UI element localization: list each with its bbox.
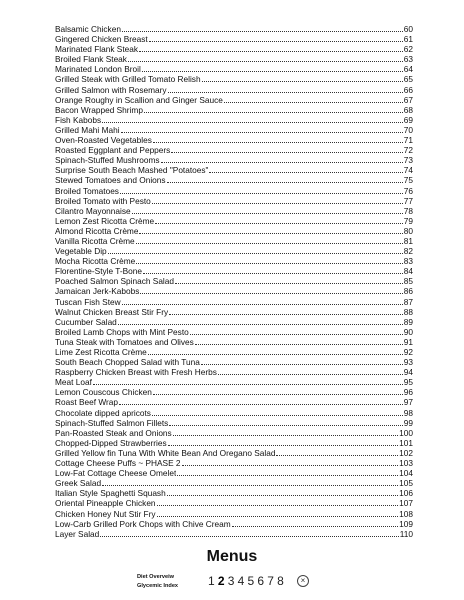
menus-title: Menus xyxy=(206,548,258,565)
toc-entry-title: Broiled Tomato with Pesto xyxy=(55,195,151,206)
toc-entry-title: Oven-Roasted Vegetables xyxy=(55,135,152,146)
toc-entry-title: Lemon Zest Ricotta Crème xyxy=(55,215,155,226)
toc-entry-title: Lemon Couscous Chicken xyxy=(55,387,152,398)
page-number-2[interactable]: 2 xyxy=(217,574,225,588)
toc-entry-title: Layer Salad xyxy=(55,528,100,539)
toc-dot-leader xyxy=(218,374,403,375)
toc-entry[interactable] xyxy=(55,165,413,175)
toc-entry[interactable] xyxy=(55,256,413,266)
toc-entry-title: Roast Beef Wrap xyxy=(55,397,119,408)
toc-entry[interactable] xyxy=(55,509,413,519)
toc-entry-title: Poached Salmon Spinach Salad xyxy=(55,276,175,287)
toc-entry[interactable] xyxy=(55,74,413,84)
toc-entry[interactable] xyxy=(55,266,413,276)
toc-dot-leader xyxy=(120,193,403,194)
footer-nav-links xyxy=(137,573,197,591)
toc-dot-leader xyxy=(118,324,403,325)
toc-entry-title: Vegetable Dip xyxy=(55,246,107,257)
toc-entry-page-number: 74 xyxy=(403,165,413,176)
toc-entry-title: Spinach-Stuffed Salmon Fillets xyxy=(55,417,169,428)
toc-entry[interactable] xyxy=(55,145,413,155)
toc-entry-title: Stewed Tomatoes and Onions xyxy=(55,175,166,186)
toc-entry[interactable] xyxy=(55,519,413,529)
toc-entry[interactable] xyxy=(55,196,413,206)
toc-dot-leader xyxy=(142,71,403,72)
toc-entry[interactable] xyxy=(55,529,413,539)
toc-dot-leader xyxy=(119,404,403,405)
toc-entry-page-number: 72 xyxy=(403,145,413,156)
toc-entry-title: Broiled Lamb Chops with Mint Pesto xyxy=(55,326,189,337)
toc-entry-title: Almond Ricotta Crème xyxy=(55,225,139,236)
toc-entry-page-number: 91 xyxy=(403,336,413,347)
toc-entry-title: Balsamic Chicken xyxy=(55,24,121,34)
toc-dot-leader xyxy=(153,142,403,143)
toc-dot-leader xyxy=(143,273,403,274)
toc-dot-leader xyxy=(168,92,403,93)
toc-entry[interactable] xyxy=(55,105,413,115)
toc-entry-page-number: 89 xyxy=(403,316,413,327)
page-pagination xyxy=(208,574,309,588)
toc-entry-page-number: 106 xyxy=(399,488,413,499)
toc-entry[interactable] xyxy=(55,397,413,407)
toc-entry-page-number: 84 xyxy=(403,266,413,277)
toc-entry[interactable] xyxy=(55,236,413,246)
toc-dot-leader xyxy=(102,485,398,486)
toc-dot-leader xyxy=(167,182,403,183)
toc-entry-title: Grilled Yellow fin Tuna With White Bean And Oregano Salad xyxy=(55,447,276,458)
toc-entry-title: Tuscan Fish Stew xyxy=(55,296,121,307)
toc-entry[interactable] xyxy=(55,85,413,95)
toc-entry[interactable] xyxy=(55,246,413,256)
toc-dot-leader xyxy=(153,394,403,395)
toc-entry-page-number: 62 xyxy=(403,44,413,55)
toc-entry[interactable] xyxy=(55,64,413,74)
toc-entry[interactable] xyxy=(55,488,413,498)
toc-entry-page-number: 75 xyxy=(403,175,413,186)
toc-entry-page-number: 67 xyxy=(403,94,413,105)
toc-entry-page-number: 90 xyxy=(403,326,413,337)
toc-entry[interactable] xyxy=(55,44,413,54)
toc-dot-leader xyxy=(108,253,403,254)
toc-dot-leader xyxy=(195,344,403,345)
toc-entry[interactable] xyxy=(55,367,413,377)
toc-entry-title: Gingered Chicken Breast xyxy=(55,34,148,45)
close-icon[interactable]: × xyxy=(297,575,309,587)
toc-entry-page-number: 108 xyxy=(399,508,413,519)
toc-dot-leader xyxy=(167,495,398,496)
toc-dot-leader xyxy=(93,384,403,385)
toc-entry[interactable] xyxy=(55,206,413,216)
toc-dot-leader xyxy=(224,102,403,103)
toc-dot-leader xyxy=(139,233,402,234)
toc-entry-title: Pan-Roasted Steak and Onions xyxy=(55,427,172,438)
toc-entry[interactable] xyxy=(55,478,413,488)
toc-entry-page-number: 64 xyxy=(403,64,413,75)
toc-dot-leader xyxy=(168,445,399,446)
toc-entry-page-number: 107 xyxy=(399,498,413,509)
toc-entry-title: Cucumber Salad xyxy=(55,316,117,327)
toc-dot-leader xyxy=(132,213,403,214)
toc-entry[interactable] xyxy=(55,458,413,468)
toc-entry-title: Marinated London Broil xyxy=(55,64,141,75)
toc-entry-page-number: 93 xyxy=(403,357,413,368)
toc-entry[interactable] xyxy=(55,428,413,438)
toc-entry[interactable] xyxy=(55,125,413,135)
toc-dot-leader xyxy=(100,536,398,537)
toc-entry-title: Meat Loaf xyxy=(55,377,92,388)
toc-dot-leader xyxy=(149,41,403,42)
toc-dot-leader xyxy=(121,132,403,133)
toc-entry-page-number: 88 xyxy=(403,306,413,317)
toc-entry-title: Italian Style Spaghetti Squash xyxy=(55,488,166,499)
toc-entry-page-number: 76 xyxy=(403,185,413,196)
toc-dot-leader xyxy=(232,526,398,527)
toc-entry[interactable] xyxy=(55,357,413,367)
toc-dot-leader xyxy=(136,243,403,244)
toc-entry-title: Bacon Wrapped Shrimp xyxy=(55,104,143,115)
toc-entry-title: Tuna Steak with Tomatoes and Olives xyxy=(55,336,194,347)
toc-entry-page-number: 83 xyxy=(403,256,413,267)
toc-dot-leader xyxy=(276,455,398,456)
toc-entry[interactable] xyxy=(55,347,413,357)
toc-dot-leader xyxy=(136,263,403,264)
toc-entry-title: Spinach-Stuffed Mushrooms xyxy=(55,155,160,166)
toc-entry-page-number: 86 xyxy=(403,286,413,297)
toc-entry-page-number: 66 xyxy=(403,84,413,95)
toc-entry-title: Surprise South Beach Mashed "Potatoes" xyxy=(55,165,209,176)
diet-overview-link[interactable]: Diet Overveiw xyxy=(137,574,174,580)
toc-dot-leader xyxy=(140,293,402,294)
toc-entry-page-number: 94 xyxy=(403,367,413,378)
toc-entry-title: Broiled Flank Steak xyxy=(55,54,127,65)
toc-entry-page-number: 87 xyxy=(403,296,413,307)
toc-dot-leader xyxy=(202,81,403,82)
toc-entry[interactable] xyxy=(55,387,413,397)
toc-entry-page-number: 80 xyxy=(403,225,413,236)
toc-entry-page-number: 60 xyxy=(403,24,413,34)
toc-dot-leader xyxy=(201,364,403,365)
toc-entry-page-number: 78 xyxy=(403,205,413,216)
toc-entry-title: Broiled Tomatoes xyxy=(55,185,119,196)
toc-entry[interactable] xyxy=(55,327,413,337)
toc-entry[interactable] xyxy=(55,337,413,347)
toc-entry-page-number: 61 xyxy=(403,34,413,45)
toc-entry-page-number: 95 xyxy=(403,377,413,388)
toc-dot-leader xyxy=(155,223,403,224)
toc-entry[interactable] xyxy=(55,216,413,226)
page-number-3[interactable]: 3 xyxy=(227,574,235,588)
toc-entry-title: Chicken Honey Nut Stir Fry xyxy=(55,508,156,519)
toc-entry-title: Greek Salad xyxy=(55,478,102,489)
toc-dot-leader xyxy=(128,61,403,62)
toc-entry[interactable] xyxy=(55,135,413,145)
toc-entry[interactable] xyxy=(55,276,413,286)
toc-entry-page-number: 100 xyxy=(399,427,413,438)
page-number-5[interactable]: 5 xyxy=(247,574,255,588)
toc-entry-page-number: 69 xyxy=(403,114,413,125)
toc-entry[interactable] xyxy=(55,418,413,428)
recipe-table-of-contents xyxy=(55,24,413,539)
toc-entry-page-number: 82 xyxy=(403,246,413,257)
toc-dot-leader xyxy=(209,172,402,173)
toc-entry-title: Cilantro Mayonnaise xyxy=(55,205,131,216)
toc-entry[interactable] xyxy=(55,34,413,44)
toc-dot-leader xyxy=(171,152,402,153)
toc-dot-leader xyxy=(122,304,403,305)
toc-dot-leader xyxy=(152,203,403,204)
toc-entry[interactable] xyxy=(55,317,413,327)
toc-entry-page-number: 98 xyxy=(403,407,413,418)
toc-entry[interactable] xyxy=(55,24,413,34)
toc-entry-page-number: 85 xyxy=(403,276,413,287)
toc-entry[interactable] xyxy=(55,468,413,478)
toc-dot-leader xyxy=(173,435,398,436)
toc-entry-page-number: 70 xyxy=(403,124,413,135)
toc-entry-title: Chocolate dipped apricots xyxy=(55,407,151,418)
toc-entry[interactable] xyxy=(55,155,413,165)
toc-entry-page-number: 102 xyxy=(399,447,413,458)
toc-entry[interactable] xyxy=(55,115,413,125)
toc-dot-leader xyxy=(148,354,403,355)
toc-entry[interactable] xyxy=(55,448,413,458)
page-number-7[interactable]: 7 xyxy=(267,574,274,588)
toc-entry-title: Fish Kabobs xyxy=(55,114,102,125)
page-number-list xyxy=(208,574,287,588)
toc-entry[interactable] xyxy=(55,307,413,317)
toc-entry-title: Raspberry Chicken Breast with Fresh Herbs xyxy=(55,367,217,378)
toc-dot-leader xyxy=(175,283,403,284)
toc-entry-page-number: 79 xyxy=(403,215,413,226)
toc-entry-page-number: 103 xyxy=(399,458,413,469)
toc-entry-page-number: 96 xyxy=(403,387,413,398)
toc-entry[interactable] xyxy=(55,186,413,196)
toc-entry[interactable] xyxy=(55,408,413,418)
toc-entry-title: Cottage Cheese Puffs ~ PHASE 2 xyxy=(55,458,181,469)
toc-entry-page-number: 105 xyxy=(399,478,413,489)
toc-entry-page-number: 73 xyxy=(403,155,413,166)
toc-dot-leader xyxy=(152,415,403,416)
toc-entry-title: Grilled Mahi Mahi xyxy=(55,124,120,135)
toc-entry[interactable] xyxy=(55,297,413,307)
page-number-8[interactable]: 8 xyxy=(277,574,284,588)
toc-entry-title: Orange Roughy in Scallion and Ginger Sauce xyxy=(55,94,223,105)
toc-entry-page-number: 101 xyxy=(399,437,413,448)
toc-entry-title: Walnut Chicken Breast Stir Fry xyxy=(55,306,169,317)
toc-dot-leader xyxy=(122,31,403,32)
toc-dot-leader xyxy=(190,334,403,335)
page-number-1[interactable]: 1 xyxy=(208,574,215,588)
toc-entry-title: Roasted Eggplant and Peppers xyxy=(55,145,171,156)
toc-entry-title: Low-Carb Grilled Pork Chops with Chive Cream xyxy=(55,518,231,529)
toc-dot-leader xyxy=(177,475,398,476)
toc-entry-page-number: 110 xyxy=(399,528,413,539)
toc-dot-leader xyxy=(169,425,402,426)
toc-dot-leader xyxy=(182,465,399,466)
toc-entry-page-number: 104 xyxy=(399,468,413,479)
toc-entry-page-number: 92 xyxy=(403,347,413,357)
toc-entry-title: Mocha Ricotta Crème xyxy=(55,256,136,267)
toc-dot-leader xyxy=(102,122,403,123)
page-number-4[interactable]: 4 xyxy=(237,574,245,588)
toc-dot-leader xyxy=(169,314,403,315)
toc-entry[interactable] xyxy=(55,95,413,105)
toc-entry-title: Vanilla Ricotta Crème xyxy=(55,235,135,246)
toc-entry[interactable] xyxy=(55,54,413,64)
toc-dot-leader xyxy=(139,51,403,52)
toc-entry[interactable] xyxy=(55,286,413,296)
toc-entry-page-number: 71 xyxy=(403,135,413,146)
toc-dot-leader xyxy=(157,505,399,506)
toc-entry-title: Chopped-Dipped Strawberries xyxy=(55,437,167,448)
toc-entry-page-number: 63 xyxy=(403,54,413,65)
toc-entry-page-number: 65 xyxy=(403,74,413,85)
toc-entry[interactable] xyxy=(55,175,413,185)
toc-dot-leader xyxy=(157,516,399,517)
toc-entry[interactable] xyxy=(55,438,413,448)
toc-entry[interactable] xyxy=(55,498,413,508)
toc-entry-title: Marinated Flank Steak xyxy=(55,44,139,55)
toc-entry-page-number: 97 xyxy=(403,397,413,408)
toc-dot-leader xyxy=(144,112,403,113)
toc-dot-leader xyxy=(161,162,403,163)
toc-entry-title: Low-Fat Cottage Cheese Omelet xyxy=(55,468,177,479)
toc-entry-title: South Beach Chopped Salad with Tuna xyxy=(55,357,200,368)
toc-entry-title: Grilled Steak with Grilled Tomato Relish xyxy=(55,74,201,85)
toc-entry-page-number: 99 xyxy=(403,417,413,428)
toc-entry-title: Lime Zest Ricotta Crème xyxy=(55,347,147,357)
toc-entry-title: Jamaican Jerk-Kabobs xyxy=(55,286,140,297)
page-number-6[interactable]: 6 xyxy=(257,574,265,588)
toc-entry-page-number: 68 xyxy=(403,104,413,115)
toc-entry[interactable] xyxy=(55,377,413,387)
toc-entry-page-number: 77 xyxy=(403,195,413,206)
glycemic-index-link[interactable]: Glycemic Index xyxy=(137,583,179,589)
toc-entry-title: Oriental Pineapple Chicken xyxy=(55,498,156,509)
toc-entry-title: Florentine-Style T-Bone xyxy=(55,266,143,277)
toc-entry-page-number: 109 xyxy=(399,518,413,529)
toc-entry-page-number: 81 xyxy=(403,235,413,246)
toc-entry-title: Grilled Salmon with Rosemary xyxy=(55,84,167,95)
toc-entry[interactable] xyxy=(55,226,413,236)
